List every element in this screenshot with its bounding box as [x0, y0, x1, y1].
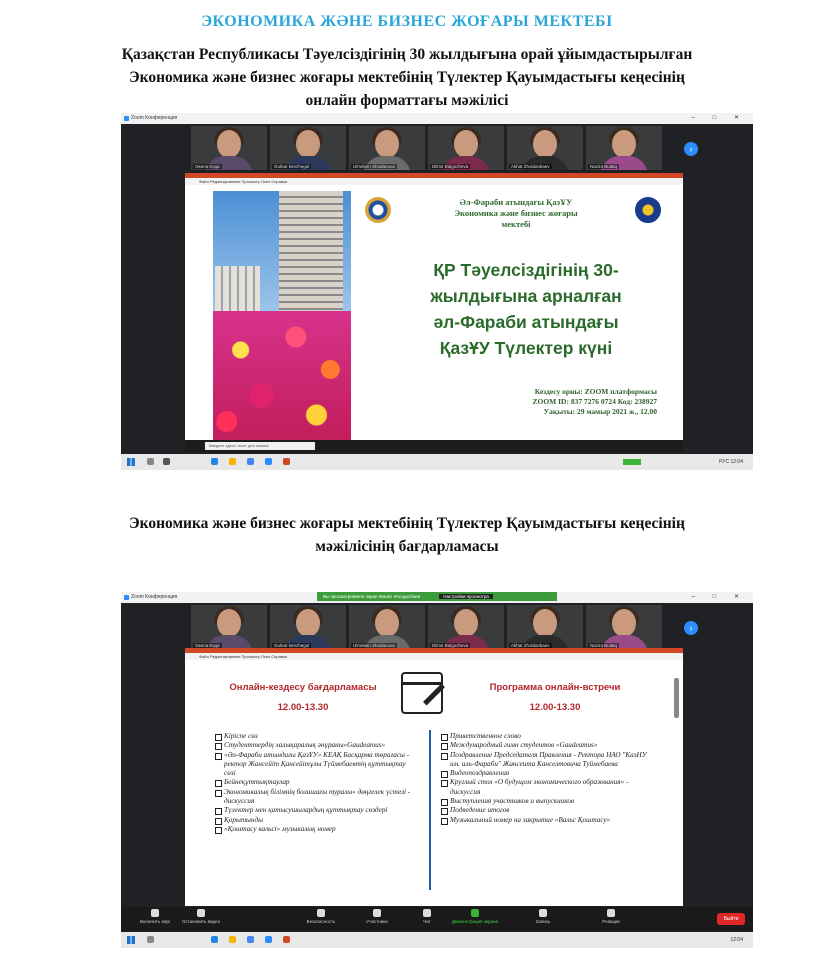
folder-icon[interactable] [229, 936, 236, 943]
kazakh-program-list [215, 732, 415, 834]
info-line: ZOOM ID: 837 7276 0724 Код: 238927 [532, 397, 657, 406]
participant-tile[interactable] [191, 126, 267, 170]
zoom-title-bar [121, 113, 753, 124]
info-line: Кездесу орны: ZOOM платформасы [534, 387, 657, 396]
info-line: Уақыты: 29 мамыр 2021 ж., 12.00 [543, 407, 657, 416]
list-item: Круглый стол «О будущем экономического образования» - дискуссия [441, 778, 656, 797]
participant-tile[interactable] [428, 126, 504, 170]
next-page-icon[interactable]: › [684, 142, 698, 156]
participant-tile[interactable] [428, 605, 504, 649]
microphone-icon [151, 909, 159, 917]
ppt-menu-bar: Файл Редактирование Просмотр Окно Справка [185, 653, 683, 660]
university-line: мектебі [501, 219, 531, 229]
system-tray: РУС 12:04 [719, 459, 743, 465]
list-item: Түлектер мен қатысушылардың құттықтау сөздері [215, 806, 415, 815]
zoom-logo-icon [124, 595, 129, 600]
list-item: «Әл-Фараби атындағы ҚазҰУ» КЕАҚ Басқарма төрағасы - ректор Жансейіт Қансейітұлы Түймебаевтің құттықтау сөзі [215, 751, 415, 779]
participant-name: Окила Кода [195, 643, 220, 648]
list-item: «Қоштасу вальсі» музыкалық номер [215, 825, 415, 834]
list-item: Музыкальный номер на закрытие «Вальс Қоштасу» [441, 816, 656, 825]
participant-name: Dilmir Balgozheva [432, 164, 469, 169]
participant-name: Dilmir Balgozheva [432, 643, 469, 648]
powerpoint-icon[interactable] [283, 936, 290, 943]
russian-program-list [441, 732, 656, 825]
participant-name: Gulnar kenzhegul [274, 643, 310, 648]
headline-line: әл-Фараби атындағы [433, 312, 619, 332]
search-icon[interactable] [147, 936, 154, 943]
participants-icon [373, 909, 381, 917]
russian-program-time: 12.00-13.30 [529, 702, 581, 713]
zoom-window-title: Zoom Конференция [131, 115, 178, 121]
zoom-logo-icon [124, 116, 129, 121]
list-item: Подведение итогов [441, 806, 656, 815]
list-item: Қорытынды [215, 816, 415, 825]
list-item: Экономикалық білімнің болашағы туралы» дөңгелек үстелі - дискуссия [215, 788, 415, 807]
mute-button[interactable]: Включить звук [125, 909, 185, 924]
participant-tile[interactable] [507, 605, 583, 649]
screen-share-notice [317, 592, 557, 601]
shared-screen-slide-1 [185, 173, 683, 441]
chat-icon [423, 909, 431, 917]
kazakh-program-title: Онлайн-кездесу бағдарламасы [229, 682, 377, 693]
participant-tile[interactable] [586, 605, 662, 649]
kazakh-program-time: 12.00-13.30 [277, 702, 329, 713]
participant-tile[interactable] [349, 605, 425, 649]
powerpoint-icon[interactable] [283, 458, 290, 465]
school-logo-icon [635, 197, 661, 223]
list-item: Студенттердің халықаралық әнұраны«Gaudeamus» [215, 741, 415, 750]
list-item: Поздравление Председателя Правления - Ректора НАО "КазНУ им. аль-Фараби" Жансеита Канселтовича Туймебаева [441, 751, 656, 770]
subtitle-line: Қазақстан Республикасы Тәуелсіздігінің 30 жылдығына орай ұйымдастырылған [121, 46, 693, 63]
participant-strip [191, 126, 661, 170]
edge-icon[interactable] [211, 936, 218, 943]
slide-scrollbar[interactable] [674, 678, 679, 718]
windows-start-icon[interactable] [127, 458, 135, 466]
participant-name: Gulnar kenzhegul [274, 164, 310, 169]
window-controls[interactable]: – □ ✕ [691, 115, 747, 121]
event-subtitle [100, 43, 714, 112]
task-view-icon[interactable] [163, 458, 170, 465]
next-page-icon[interactable]: › [684, 621, 698, 635]
participant-strip [191, 605, 661, 649]
zoom-toolbar [121, 907, 753, 931]
zoom-window-title: Zoom Конференция [131, 594, 178, 600]
screen-share-notice-text: Вы просматриваете экран Жанат Жолдасбаев [323, 594, 421, 599]
zoom-app-icon[interactable] [265, 936, 272, 943]
university-line: Әл-Фараби атындағы ҚазҰУ [459, 197, 573, 207]
participant-name: Nazira Bulatq [590, 643, 618, 648]
list-item: Выступления участников и выпускников [441, 797, 656, 806]
windows-taskbar [121, 932, 753, 948]
status-indicator [623, 459, 641, 465]
windows-start-icon[interactable] [127, 936, 135, 944]
shared-screen-slide-2 [185, 648, 683, 906]
campus-photo [213, 191, 351, 441]
subtitle-line: онлайн форматтағы мәжілісі [305, 92, 509, 109]
column-divider [429, 730, 431, 890]
leave-meeting-button[interactable]: Выйти [717, 913, 745, 925]
section-title-line: мәжілісінің бағдарламасы [315, 538, 499, 555]
record-icon [539, 909, 547, 917]
view-options-button[interactable]: Настройки просмотра [439, 594, 493, 599]
window-controls[interactable]: – □ ✕ [691, 594, 747, 600]
search-icon[interactable] [147, 458, 154, 465]
taskbar-search-input[interactable]: Введите здесь текст для поиска [205, 442, 315, 450]
participant-name: Akhat Zholdasbaev [511, 643, 550, 648]
windows-taskbar [121, 454, 753, 470]
participant-tile[interactable] [507, 126, 583, 170]
participant-tile[interactable] [270, 126, 346, 170]
university-name [401, 197, 631, 230]
list-item: Видеопоздравления [441, 769, 656, 778]
program-slide [205, 660, 665, 906]
slide-headline [381, 257, 671, 361]
section-title-line: Экономика және бизнес жоғары мектебінің Түлектер Қауымдастығы кеңесінің [129, 515, 685, 532]
stop-video-button[interactable]: Остановить видео [171, 909, 231, 924]
zoom-screenshot-1 [121, 113, 753, 470]
participant-name: Akhat Zholdasbaev [511, 164, 550, 169]
security-button[interactable]: Безопасность [291, 909, 351, 924]
camera-icon [197, 909, 205, 917]
inner-taskbar [185, 440, 683, 452]
participant-name: Ulmeken Shodanova [353, 643, 395, 648]
university-line: Экономика және бизнес жоғары [454, 208, 578, 218]
meeting-info [417, 387, 657, 417]
folder-icon[interactable] [229, 458, 236, 465]
shield-icon [317, 909, 325, 917]
program-section-title [100, 512, 714, 558]
smile-icon [607, 909, 615, 917]
slide-1-content [361, 191, 671, 441]
participant-tile[interactable] [191, 605, 267, 649]
reactions-button[interactable]: Реакции [581, 909, 641, 924]
list-item: Кіріспе сөз [215, 732, 415, 741]
participant-name: Окила Кода [195, 164, 220, 169]
participant-tile[interactable] [270, 605, 346, 649]
chrome-icon[interactable] [247, 458, 254, 465]
russian-program-title: Программа онлайн-встречи [489, 682, 621, 693]
participant-name: Ulmeken Shodanova [353, 164, 395, 169]
zoom-app-icon[interactable] [265, 458, 272, 465]
participant-tile[interactable] [349, 126, 425, 170]
record-button[interactable]: Запись [513, 909, 573, 924]
university-emblem-icon [365, 197, 391, 223]
page-title: ЭКОНОМИКА ЖӘНЕ БИЗНЕС ЖОҒАРЫ МЕКТЕБІ [201, 13, 613, 30]
list-item: Приветственное слово [441, 732, 656, 741]
list-item: Международный гимн студентов «Gaudeamus» [441, 741, 656, 750]
chrome-icon[interactable] [247, 936, 254, 943]
system-tray: 12:04 [730, 937, 743, 943]
chat-button[interactable]: Чат [397, 909, 457, 924]
zoom-screenshot-2 [121, 592, 753, 948]
subtitle-line: Экономика және бизнес жоғары мектебінің Түлектер Қауымдастығы кеңесінің [129, 69, 685, 86]
headline-line: ҚазҰУ Түлектер күні [439, 338, 613, 358]
headline-line: ҚР Тәуелсіздігінің 30- [433, 260, 619, 280]
share-screen-icon [471, 909, 479, 917]
calendar-icon [401, 672, 443, 714]
participant-tile[interactable] [586, 126, 662, 170]
share-screen-button[interactable]: Демонстрация экрана [445, 909, 505, 924]
headline-line: жылдығына арналған [430, 286, 622, 306]
ppt-menu-bar: Файл Редактирование Просмотр Окно Справка [185, 178, 683, 185]
participant-name: Nazira Bulatq [590, 164, 618, 169]
participants-button[interactable]: Участники [347, 909, 407, 924]
edge-icon[interactable] [211, 458, 218, 465]
list-item: Бейнеқұттықтаулар [215, 778, 415, 787]
